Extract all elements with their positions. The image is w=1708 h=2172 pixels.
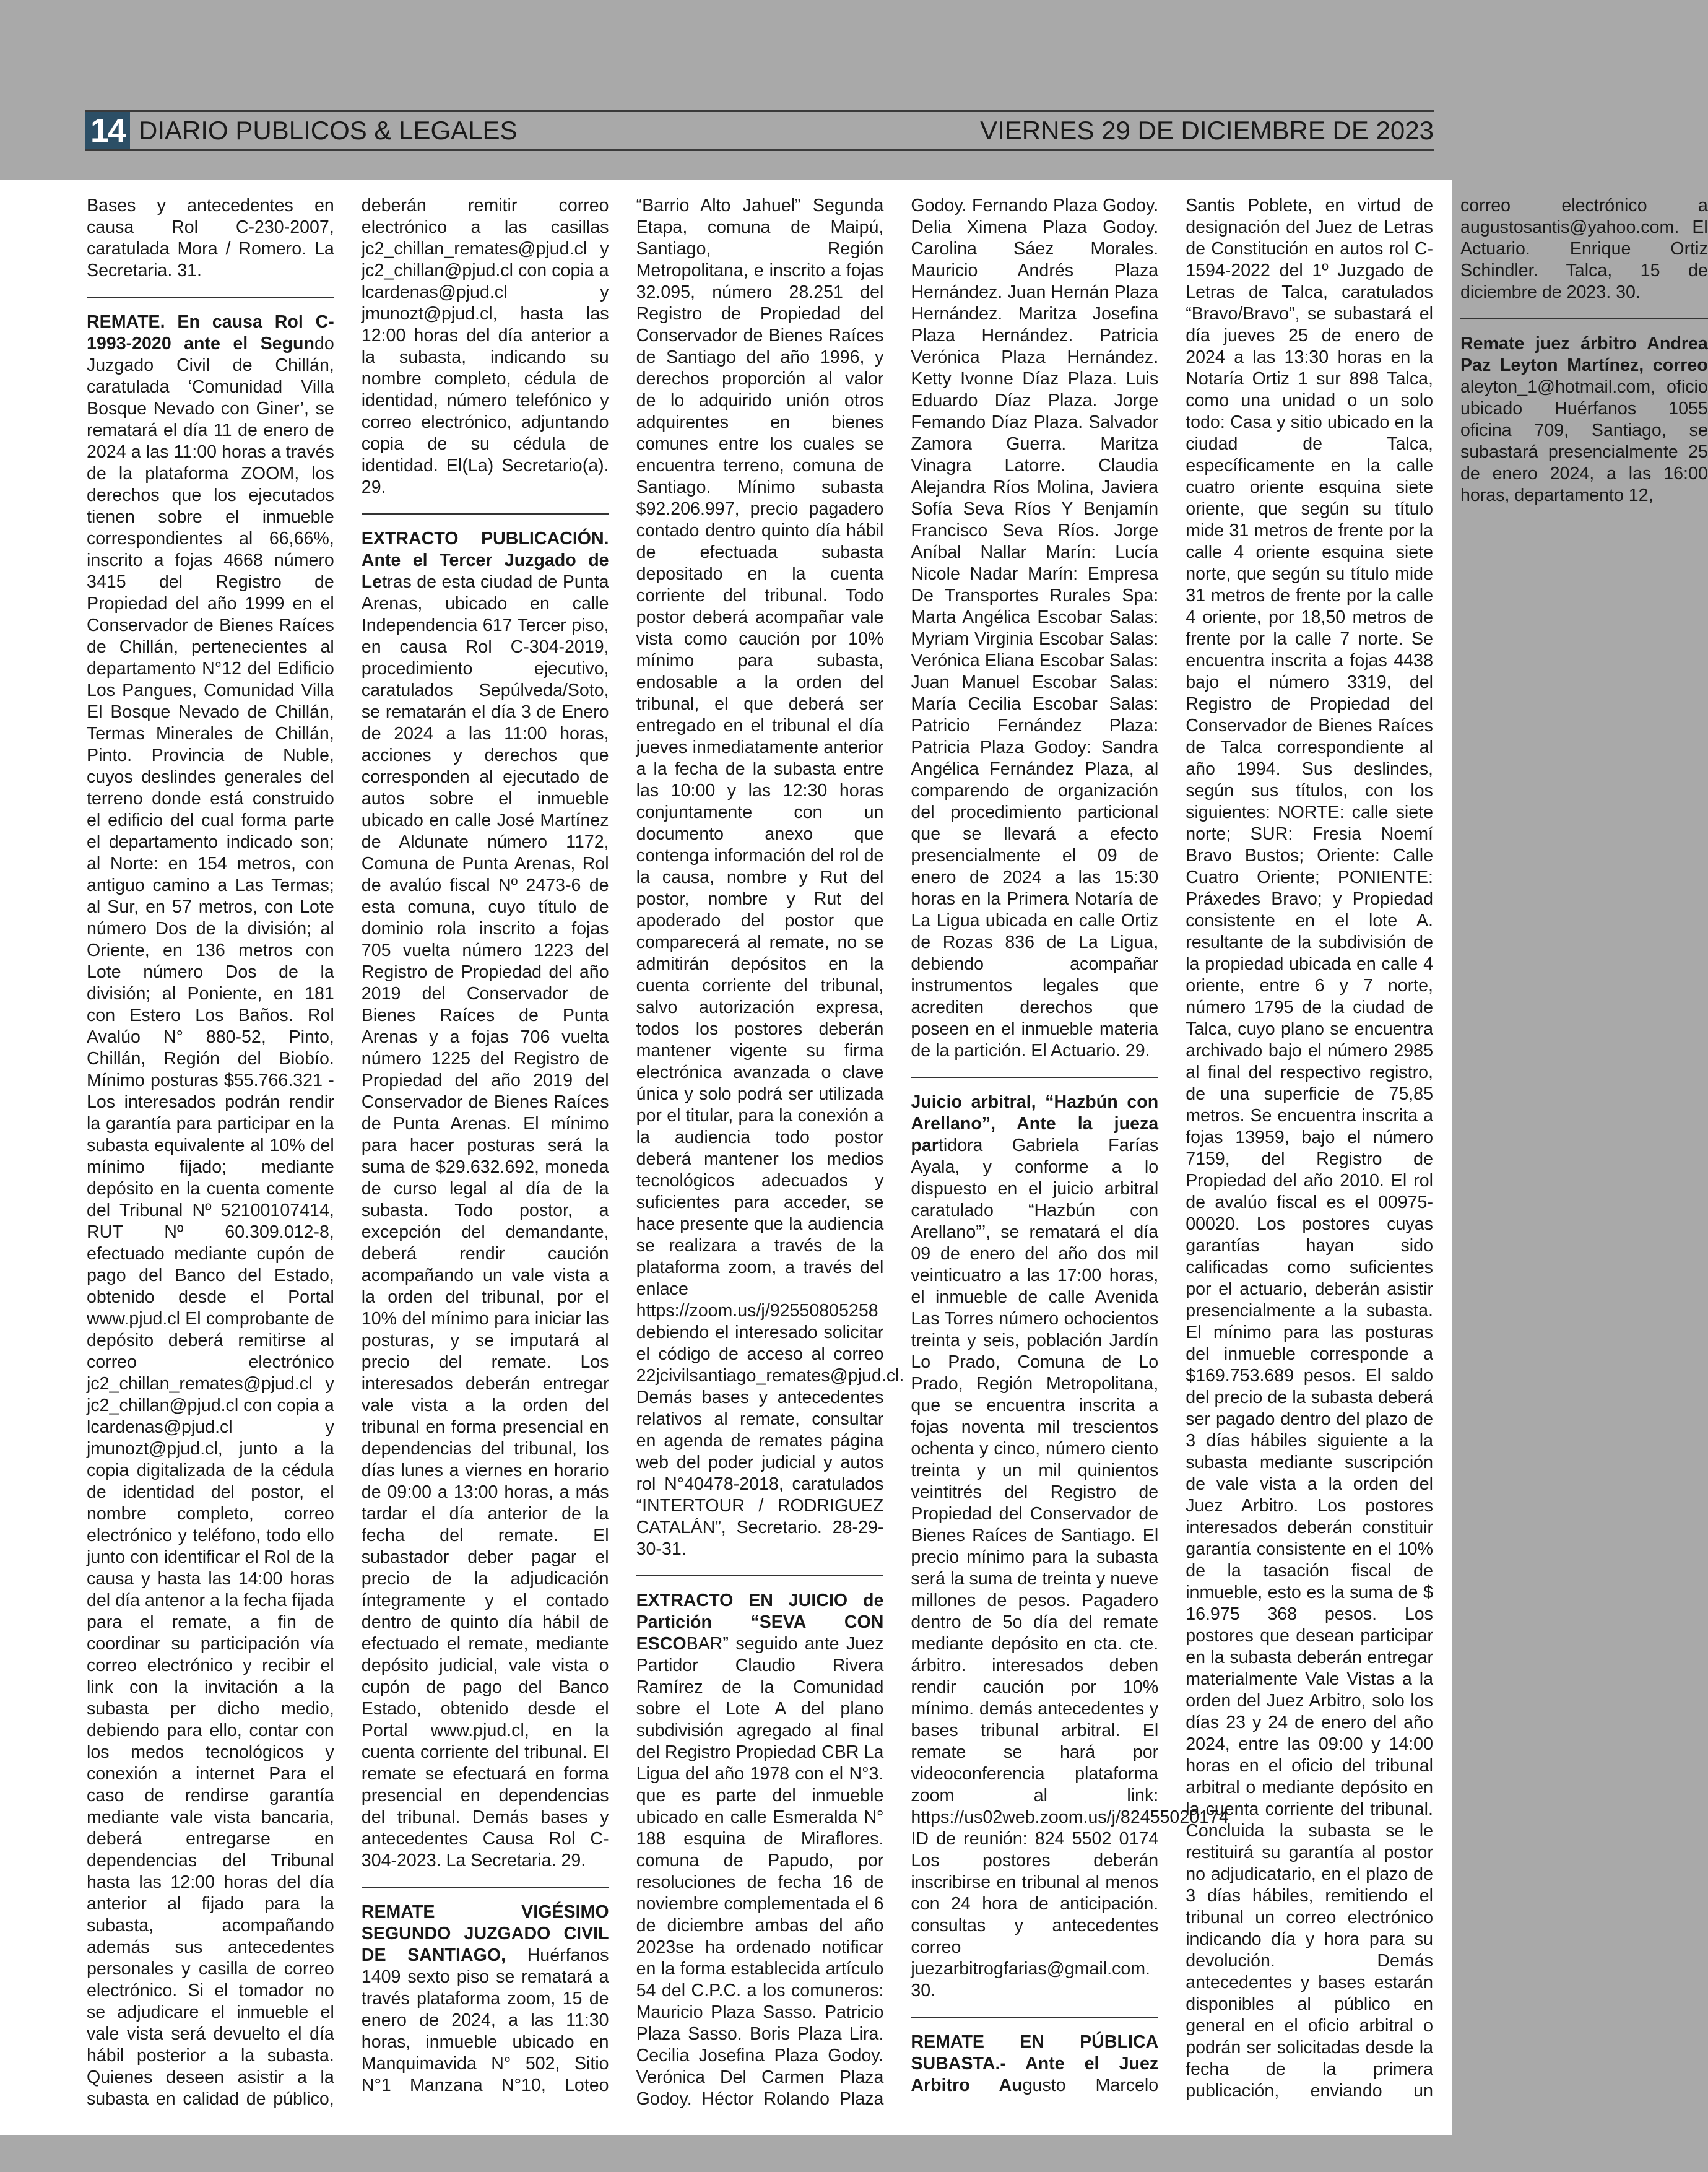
notice-8: [1460, 333, 1708, 521]
publication-name: DIARIO PUBLICOS & LEGALES: [139, 116, 518, 145]
notice-title: REMATE EN PÚBLICA SUBASTA.- Ante el Juez Arbitro Au: [911, 2032, 1159, 2095]
page-header: [85, 110, 1434, 151]
notice-title: Remate juez árbitro Andrea Paz Leyton Martínez, correo: [1460, 334, 1708, 375]
notice-title: EXTRACTO EN JUICIO de Partición “SEVA CON ESCO: [636, 1591, 884, 1654]
notice-body: tidora Gabriela Farías Ayala, y conforme a lo dispuesto en el juicio arbitral caratulado “Hazbún con Arellano”’, se rematará el día 09 de enero del año dos mil veinticuatro a las 17:00 horas, el inmueble de calle Avenida Las Torres número ochocientos treinta y seis, población Jardín Lo Prado, Comuna de Lo Prado, Región Metropolitana, que se encuentra inscrita a fojas noventa mil trescientos ochenta y cinco, número ciento treinta y un mil quinientos veintitrés del Registro de Propiedad del Conservador de Bienes Raíces de Santiago. El precio mínimo para la subasta será la suma de treinta y nueve millones de pesos. Pagadero dentro de 5o día del remate mediante depósito en cta. cte. árbitro. interesados deben rendir caución por 10% mínimo. demás antecedentes y bases tribunal arbitral. El remate se hará por videoconferencia plataforma zoom al link: https://us02web.zoom.us/j/82455020174 ID de reunión: 824 5502 0174 Los postores deberán inscribirse en tribunal al menos con 24 hora de anticipación. consultas y antecedentes correo juezarbitrogfarias@gmail.com. 30.: [911, 1136, 1229, 2000]
publication-date: VIERNES 29 DE DICIEMBRE DE 2023: [980, 116, 1434, 145]
page-number: 14: [85, 112, 130, 149]
notice-title: REMATE VIGÉSIMO SEGUNDO JUZGADO CIVIL DE SANTIAGO,: [361, 1902, 609, 1965]
notice-title: Juicio arbitral, “Hazbún con Arellano”, Ante la jueza par: [911, 1092, 1159, 1155]
notice-body: tras de esta ciudad de Punta Arenas, ubicado en calle Independencia 617 Tercer piso, en causa Rol C-304-2019, procedimiento ejecutivo, caratulados Sepúlveda/Soto, se rematarán el día 3 de Enero de 2024 a las 11:00 horas, acciones y derechos que corresponden al ejecutado de autos sobre el inmueble ubicado en calle José Martínez de Aldunate número 1172, Comuna de Punta Arenas, Rol de avalúo fiscal Nº 2473-6 de esta comuna, cuyo título de dominio rola inscrito a fojas 705 vuelta número 1223 del Registro de Propiedad del año 2019 del Conservador de Bienes Raíces de Punta Arenas y a fojas 706 vuelta número 1225 del Registro de Propiedad del año 2019 del Conservador de Bienes Raíces de Punta Arenas. El mínimo para hacer posturas será la suma de $29.632.692, moneda de curso legal al día de la subasta. Todo postor, a excepción del demandante, deberá rendir caución acompañando un vale vista a la orden del tribunal, por el 10% del mínimo para iniciar las posturas, y se imputará al precio del remate. Los interesados deberán entregar vale vista a la orden del tribunal en forma presencial en dependencias del tribunal, los días lunes a viernes en horario de 09:00 a 13:00 horas, a más tardar el día anterior de la fecha del remate. El subastador deber pagar el precio de la adjudicación íntegramente y el contado dentro de quinto día hábil de efectuado el remate, mediante depósito judicial, vale vista o cupón de pago del Banco Estado, obtenido desde el Portal www.pjud.cl, en la cuenta corriente del tribunal. El remate se efectuará en forma presencial en dependencias del tribunal. Demás bases y antecedentes Causa Rol C-304-2023. La Secretaria. 29.: [361, 572, 609, 1870]
notice-body: Bases y antecedentes en causa Rol C-230-2007, caratulada Mora / Romero. La Secretaria. 31.: [87, 196, 334, 280]
notice-body: gusto Marcelo Santis Poblete, en virtud de designación del Juez de Letras de Constitución en autos rol C-1594-2022 del 1º Juzgado de Letras de Talca, caratulados “Bravo/Bravo”, se subastará el día jueves 25 de enero de 2024 a las 13:30 horas en la Notaría Ortiz 1 sur 898 Talca, como una unidad o un solo todo: Casa y sitio ubicado en la ciudad de Talca, específicamente en la calle cuatro oriente esquina siete oriente, que según su título mide 31 metros de frente por la calle 4 oriente esquina siete norte, que según su título mide 31 metros de frente por la calle 4 oriente, por 18,50 metros de frente por la calle 7 norte. Se encuentra inscrita a fojas 4438 bajo el número 3319, del Registro de Propiedad del Conservador de Bienes Raíces de Talca correspondiente al año 1994. Sus deslindes, según sus títulos, con los siguientes: NORTE: calle siete norte; SUR: Fresia Noemí Bravo Bustos; Oriente: Calle Cuatro Oriente; PONIENTE: Práxedes Bravo; y Propiedad consistente en el lote A. resultante de la subdivisión de la propiedad ubicada en calle 4 oriente, entre 6 y 7 norte, número 1795 de la ciudad de Talca, cuyo plano se encuentra archivado bajo el número 2985 al final del respectivo registro, de una superficie de 75,85 metros. Se encuentra inscrita a fojas 13959, bajo el número 7159, del Registro de Propiedad del año 2010. El rol de avalúo fiscal es el 00975-00020. Los postores cuyas garantías hayan sido calificadas como suficientes por el actuario, deberán asistir presencialmente a la subasta. El mínimo para las posturas del inmueble corresponde a $169.753.689 pesos. El saldo del precio de la subasta deberá ser pagado dentro del plazo de 3 días hábiles siguiente a la subasta mediante suscripción de vale vista a la orden del Juez Arbitro. Los postores interesados deberán constituir garantía consistente en el 10% de la tasación fiscal de inmueble, esto es la suma de $ 16.975 368 pesos. Los postores que desean participar en la subasta deberán entregar materialmente Vale Vistas a la orden del Juez Arbitro, solo los días 23 y 24 de enero del año 2024, entre las 09:00 y 14:00 horas en el oficio del tribunal arbitral o mediante depósito en la cuenta corriente del tribunal. Concluida la subasta se le restituirá su garantía al postor no adjudicatario, en el plazo de 3 días hábiles, remitiendo el tribunal un correo electrónico indicando día y hora para su devolución. Demás antecedentes y bases estarán disponibles al público en general en el oficio arbitral o podrán ser solicitadas desde la fecha de la primera publicación, enviando un correo electrónico a augustosantis@yahoo.com. El Actuario. Enrique Ortiz Schindler. Talca, 15 de diciembre de 2023. 30.: [1022, 196, 1708, 2101]
notice-body: Huérfanos 1409 sexto piso se rematará a través plataforma zoom, 15 de enero de 2024, a las 11:30 horas, inmueble ubicado en Manquimavida N° 502, Sitio N°1 Manzana N°10, Loteo “Barrio Alto Jahuel” Segunda Etapa, comuna de Maipú, Santiago, Región Metropolitana, e inscrito a fojas 32.095, número 28.251 del Registro de Propiedad del Conservador de Bienes Raíces de Santiago del año 1996, y derechos proporción al valor de lo adquirido unión otros adquirentes en bienes comunes entre los cuales se encuentra terreno, comuna de Santiago. Mínimo subasta $92.206.997, precio pagadero contado dentro quinto día hábil de efectuada subasta depositado en la cuenta corriente del tribunal. Todo postor deberá acompañar vale vista como caución por 10% mínimo para subasta, endosable a la orden del tribunal, el que deberá ser entregado en el tribunal el día jueves inmediatamente anterior a la fecha de la subasta entre las 10:00 y las 12:30 horas conjuntamente con un documento anexo que contenga información del rol de la causa, nombre y Rut del postor, nombre y Rut del apoderado del postor que comparecerá al remate, no se admitirán depósitos en la cuenta corriente del tribunal, salvo autorización expresa, todos los postores deberán mantener vigente su firma electrónica avanzada o clave única y solo podrá ser utilizada por el titular, para la conexión a la audiencia todo postor deberá mantener los medios tecnológicos adecuados y suficientes para acceder, se hace presente que la audiencia se realizara a través de la plataforma zoom, a través del enlace https://zoom.us/j/92550805258 debiendo el interesado solicitar el código de acceso al correo 22jcivilsantiago_remates@pjud.cl. Demás bases y antecedentes relativos al remate, consultar en agenda de remates página web del poder judicial y autos rol N°40478-2018, caratulados “INTERTOUR / RODRIGUEZ CATALÁN”, Secretario. 28-29-30-31.: [361, 196, 904, 2095]
notice-body: BAR” seguido ante Juez Partidor Claudio Rivera Ramírez de la Comunidad sobre el Lote A del plano subdivisión agregado al final del Registro Propiedad CBR La Ligua del año 1978 con el N°3. que es parte del inmueble ubicado en calle Esmeralda N° 188 esquina de Miraflores. comuna de Papudo, por resoluciones de fecha 16 de noviembre complementada el 6 de diciembre ambas del año 2023se ha ordenado notificar en la forma establecida artículo 54 del C.P.C. a los comuneros: Mauricio Plaza Sasso. Patricio Plaza Sasso. Boris Plaza Lira. Cecilia Josefina Plaza Godoy. Verónica Del Carmen Plaza Godoy. Héctor Rolando Plaza Godoy. Fernando Plaza Godoy. Delia Ximena Plaza Godoy. Carolina Sáez Morales. Mauricio Andrés Plaza Hernández. Juan Hernán Plaza Hernández. Maritza Josefina Plaza Hernández. Patricia Verónica Plaza Hernández. Ketty Ivonne Díaz Plaza. Luis Eduardo Díaz Plaza. Jorge Femando Díaz Plaza. Salvador Zamora Guerra. Maritza Vinagra Latorre. Claudia Alejandra Ríos Molina, Javiera Sofía Seva Ríos Y Benjamín Francisco Seva Ríos. Jorge Aníbal Nallar Marín: Lucía Nicole Nadar Marín: Empresa De Transportes Rurales Spa: Marta Angélica Escobar Salas: Myriam Virginia Escobar Salas: Verónica Eliana Escobar Salas: Juan Manuel Escobar Salas: María Cecilia Escobar Salas: Patricio Fernández Plaza: Patricia Plaza Godoy: Sandra Angélica Fernández Plaza, al comparendo de organización del procedimiento particional que se llevará a efecto presencialmente el 09 de enero de 2024 a las 15:30 horas en la Primera Notaría de La Ligua ubicada en calle Ortiz de Rozas 836 de La Ligua, debiendo acompañar instrumentos legales que acrediten derechos que poseen en el inmueble materia de la partición. El Actuario. 29.: [636, 196, 1159, 2109]
notices-columns: [87, 195, 1708, 2114]
notice-body: aleyton_1@hotmail.com, oficio ubicado Huérfanos 1055 oficina 709, Santiago, se subastará presencialmente 25 de enero 2024, a las 16:00 horas, departamento 12,: [1460, 377, 1708, 505]
notice-3: [362, 528, 609, 1888]
notice-body: do Juzgado Civil de Chillán, caratulada ‘Comunidad Villa Bosque Nevado con Giner’, se rematará el día 11 de enero de 2024 a las 11:00 horas a través de la plataforma ZOOM, los derechos que los ejecutados tienen sobre el inmueble correspondientes al 66,66%, inscrito a fojas 4668 número 3415 del Registro de Propiedad del año 1999 en el Conservador de Bienes Raíces de Chillán, pertenecientes al departamento N°12 del Edificio Los Pangues, Comunidad Villa El Bosque Nevado de Chillán, Termas Minerales de Chillán, Pinto. Provincia de Nuble, cuyos deslindes generales del terreno donde está construido el edificio del cual forma parte el departamento indicado son; al Norte: en 154 metros, con antiguo camino a Las Termas; al Sur, en 57 metros, con Lote número Dos de la división; al Oriente, en 136 metros con Lote número Dos de la división; al Poniente, en 181 con Estero Los Baños. Rol Avalúo N° 880-52, Pinto, Chillán, Región del Biobío. Mínimo posturas $55.766.321 - Los interesados podrán rendir la garantía para participar en la subasta equivalente al 10% del mínimo fijado; mediante depósito en la cuenta comente del Tribunal Nº 52100107414, RUT Nº 60.309.012-8, efectuado mediante cupón de pago del Banco del Estado, obtenido desde el Portal www.pjud.cl El comprobante de depósito deberá remitirse al correo electrónico jc2_chillan_remates@pjud.cl y jc2_chillan@pjud.cl con copia a lcardenas@pjud.cl y jmunozt@pjud.cl, junto a la copia digitalizada de la cédula de identidad del postor, el nombre completo, correo electrónico y teléfono, todo ello junto con identificar el Rol de la causa y hasta las 14:00 horas del día antenor a la fecha fijada para el remate, a fin de coordinar su participación vía correo electrónico y recibir el link con la invitación a la subasta per dicho medio, debiendo para ello, contar con los medos tecnológicos y conexión a internet Para el caso de rendirse garantía mediante vale vista bancaria, deberá entregarse en dependencias del Tribunal hasta las 12:00 horas del día anterior al fijado para la subasta, acompañando además sus antecedentes personales y casilla de correo electrónico. Si el tomador no se adjudicare el inmueble el vale vista será devuelto el día hábil posterior a la subasta. Quienes deseen asistir a la subasta en calidad de público, deberán remitir correo electrónico a las casillas jc2_chillan_remates@pjud.cl y jc2_chillan@pjud.cl con copia a lcardenas@pjud.cl y jmunozt@pjud.cl, hasta las 12:00 horas del día anterior a la subasta, indicando su nombre completo, cédula de identidad, número telefónico y correo electrónico, adjuntando copia de su cédula de identidad. El(La) Secretario(a). 29.: [87, 196, 609, 2109]
notice-6: [911, 1092, 1229, 2018]
notice-title: REMATE. En causa Rol C-1993-2020 ante el Segun: [87, 312, 334, 354]
notice-title: EXTRACTO PUBLICACIÓN. Ante el Tercer Juzgado de Le: [361, 529, 609, 592]
notice-1: [87, 195, 334, 298]
